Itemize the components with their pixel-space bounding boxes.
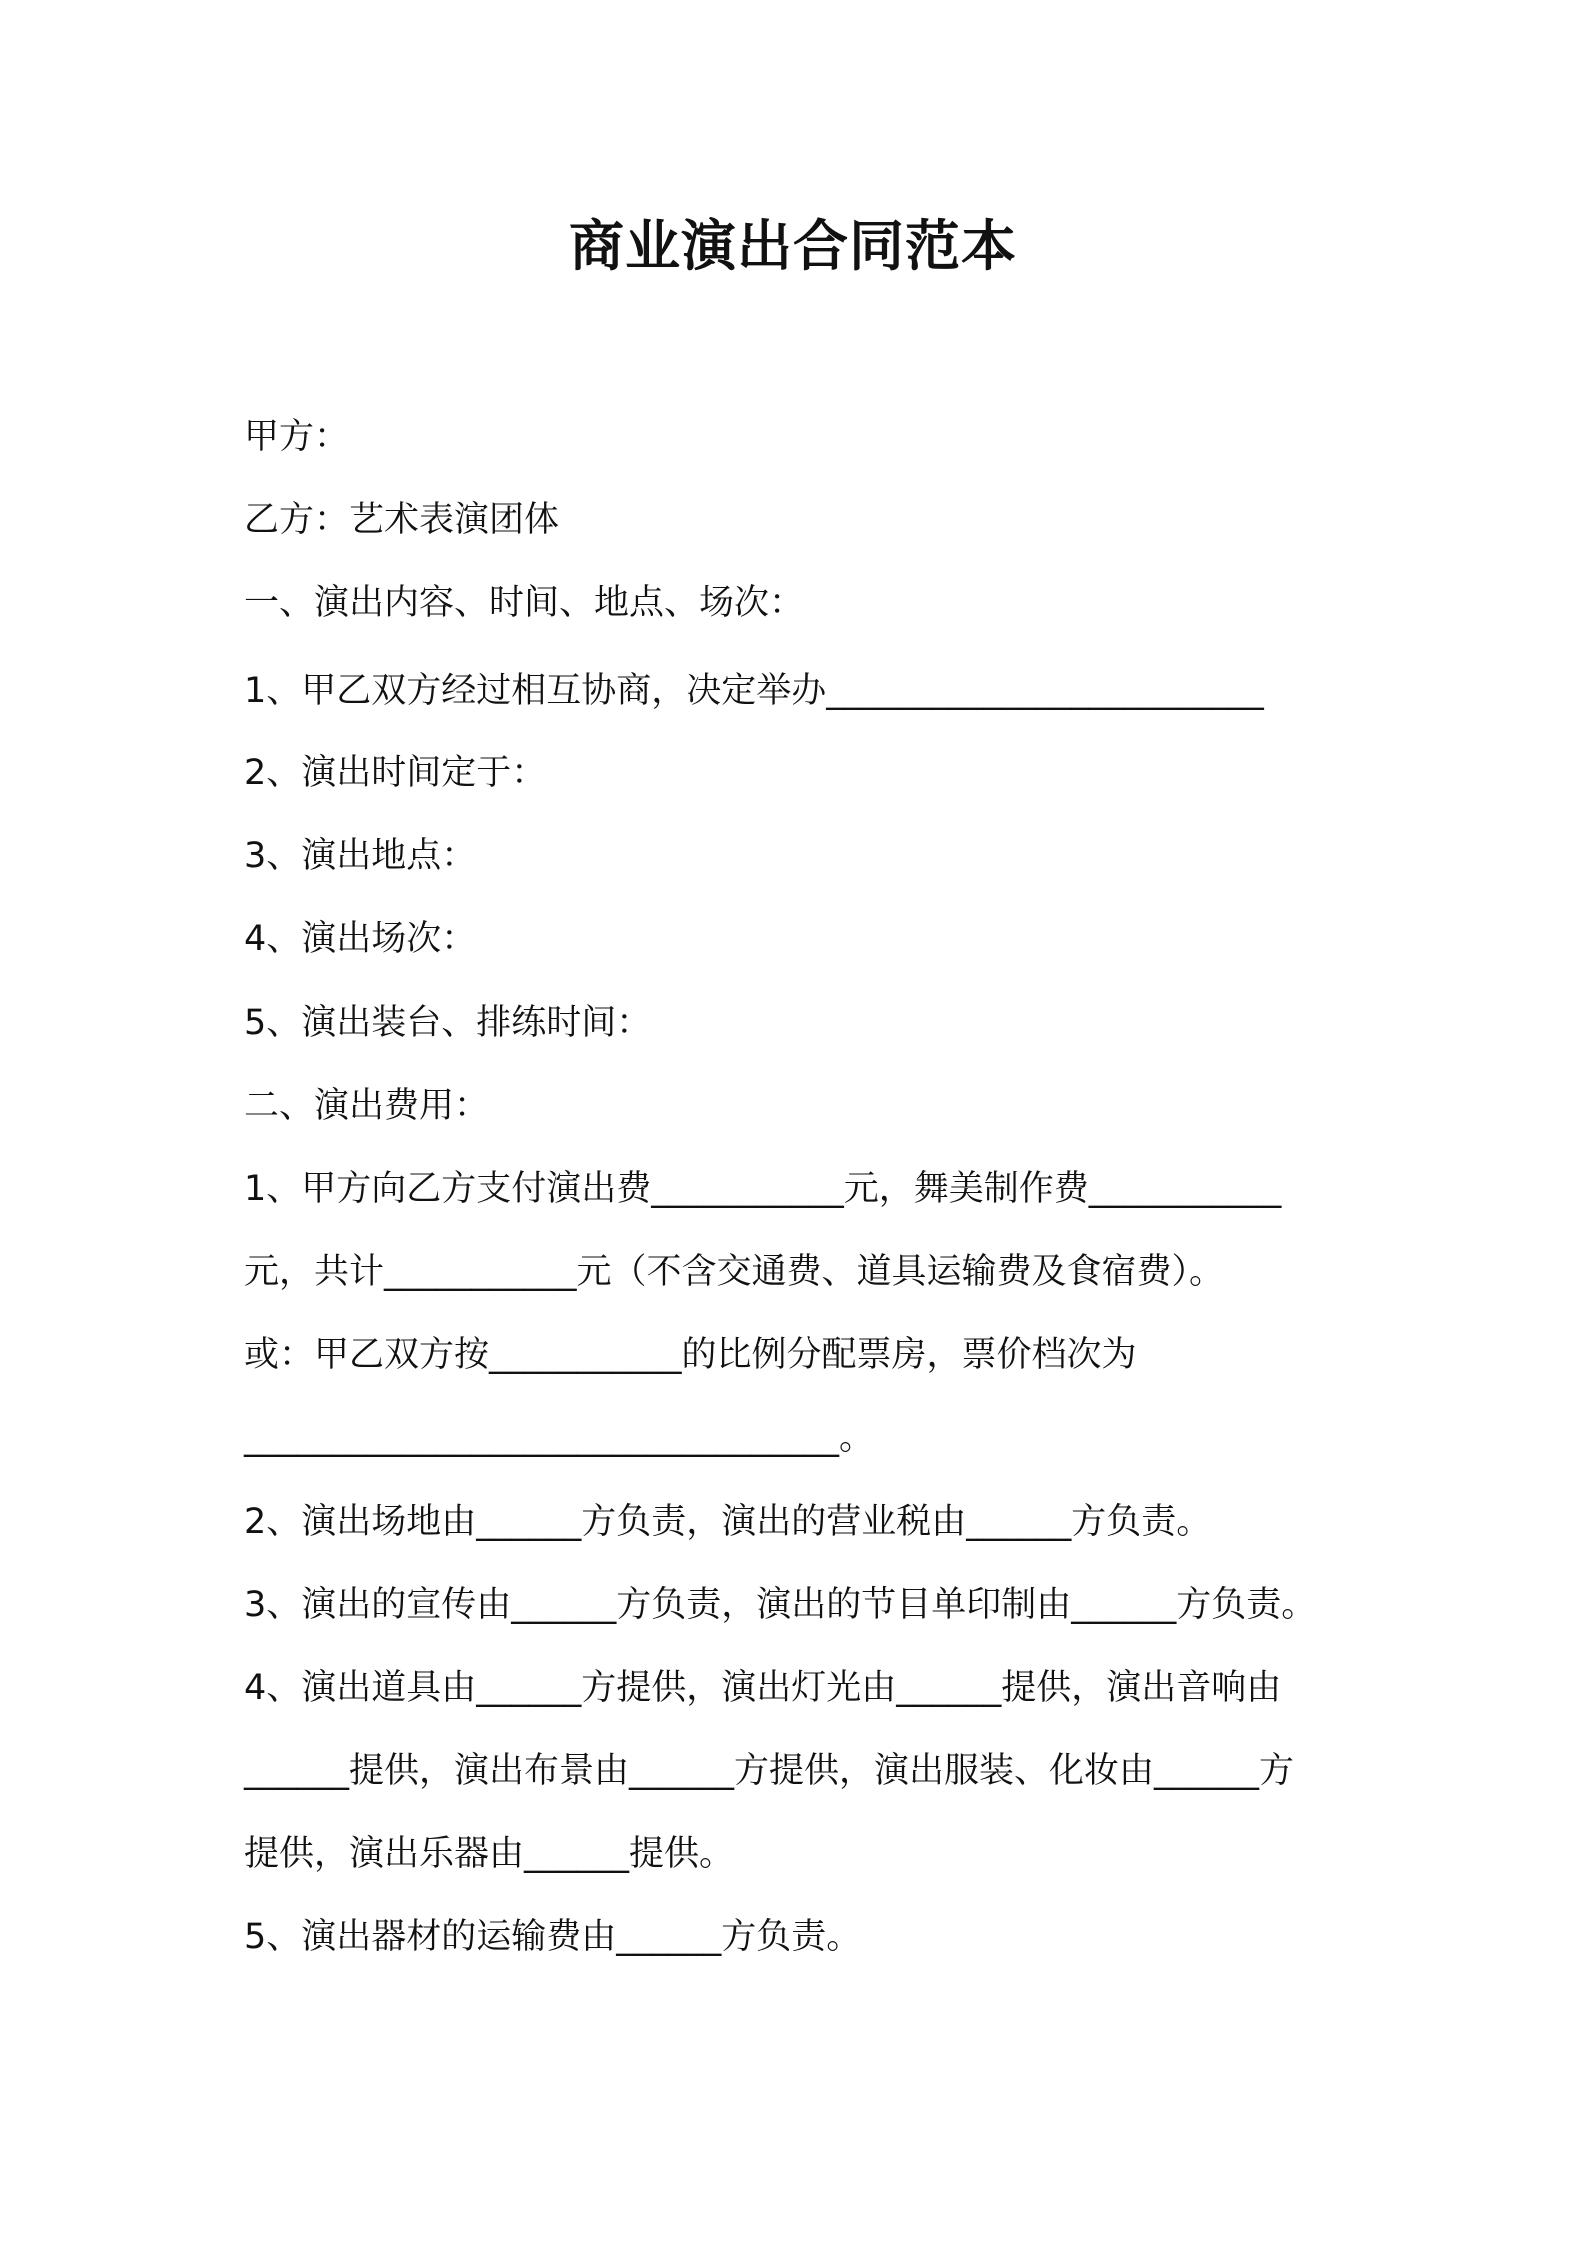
clause-2-4-line-3: 提供，演出乐器由______提供。: [244, 1834, 735, 1874]
clause-1-4: 4、演出场次：: [244, 919, 477, 959]
clause-2-3: 3、演出的宣传由______方负责，演出的节目单印制由______方负责。: [244, 1585, 1317, 1625]
clause-1-1: 1、甲乙双方经过相互协商，决定举办_________________________: [244, 671, 1264, 711]
clause-2-5: 5、演出器材的运输费由______方负责。: [244, 1917, 862, 1957]
section-2-heading: 二、演出费用：: [244, 1086, 490, 1126]
clause-2-4-line-2: ______提供，演出布景由______方提供，演出服装、化妆由______方: [244, 1751, 1295, 1791]
party-a-line: 甲方：: [244, 417, 350, 457]
document-title: 商业演出合同范本: [568, 214, 1017, 278]
clause-2-1-line-2: 元，共计___________元（不含交通费、道具运输费及食宿费）。: [244, 1252, 1225, 1292]
clause-1-5: 5、演出装台、排练时间：: [244, 1003, 652, 1043]
clause-2-1-line-1: 1、甲方向乙方支付演出费___________元，舞美制作费___________: [244, 1169, 1282, 1209]
clause-2-4-line-1: 4、演出道具由______方提供，演出灯光由______提供，演出音响由: [244, 1668, 1282, 1708]
section-1-heading: 一、演出内容、时间、地点、场次：: [244, 583, 805, 623]
clause-1-2: 2、演出时间定于：: [244, 753, 547, 793]
clause-2-1-alt-line-1: 或：甲乙双方按___________的比例分配票房，票价档次为: [244, 1335, 1137, 1375]
party-b-line: 乙方：艺术表演团体: [244, 500, 560, 540]
clause-1-3: 3、演出地点：: [244, 836, 477, 876]
clause-2-1-alt-line-2: __________________________________。: [244, 1418, 875, 1458]
clause-2-2: 2、演出场地由______方负责，演出的营业税由______方负责。: [244, 1502, 1212, 1542]
